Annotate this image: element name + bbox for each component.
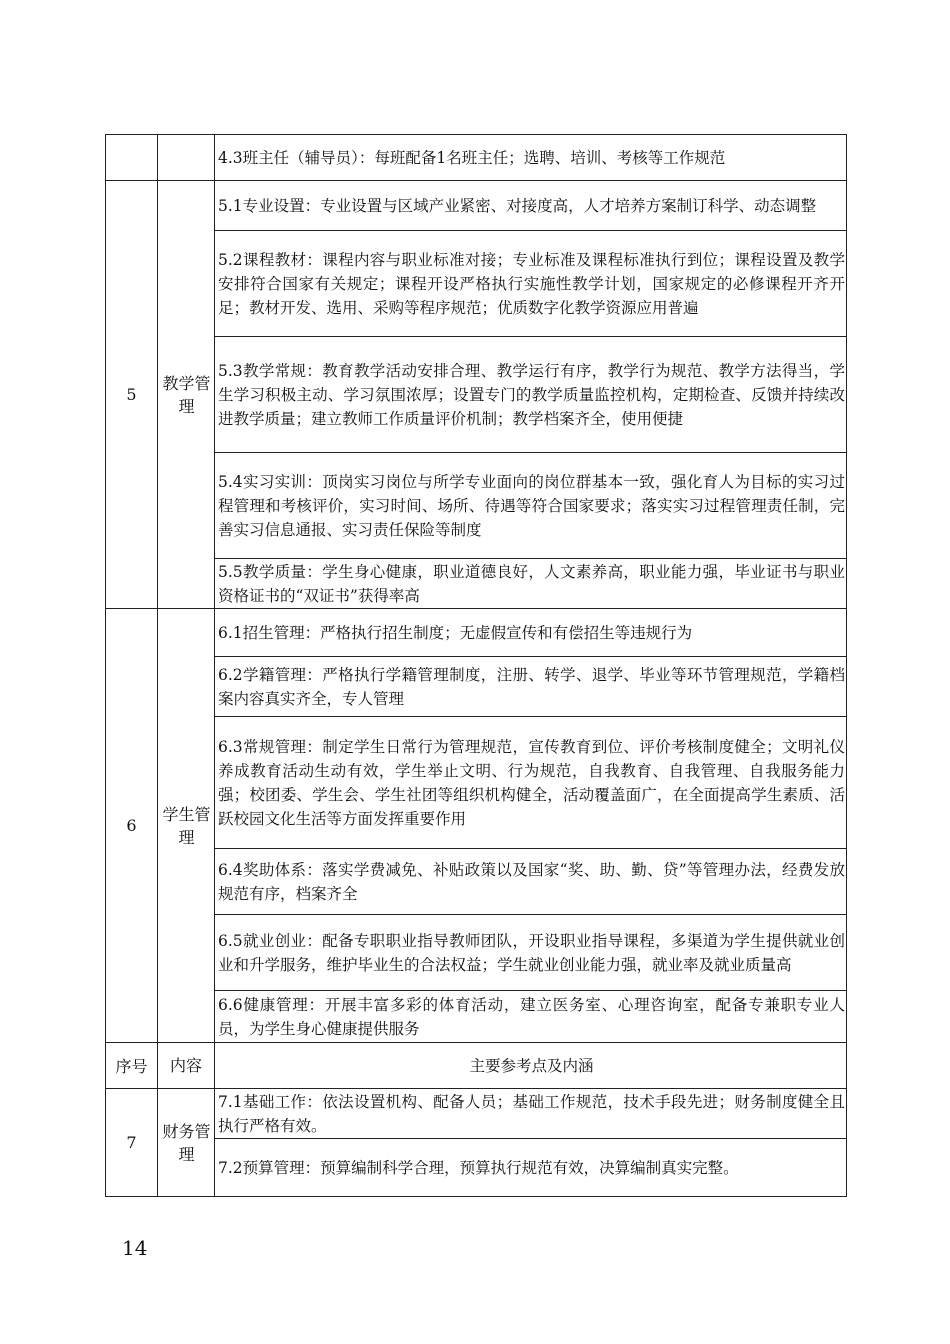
item-5-1: 5.1专业设置：专业设置与区域产业紧密、对接度高，人才培养方案制订科学、动态调整 — [215, 181, 847, 231]
item-6-6: 6.6健康管理：开展丰富多彩的体育活动，建立医务室、心理咨询室，配备专兼职专业人员，为学生身心健康提供服务 — [215, 991, 847, 1043]
page-number: 14 — [122, 1236, 148, 1260]
seq-cell-empty — [106, 135, 158, 181]
item-5-4: 5.4实习实训：顶岗实习岗位与所学专业面向的岗位群基本一致，强化育人为目标的实习过程管理和考核评价，实习时间、场所、待遇等符合国家要求；落实实习过程管理责任制，完善实习信息通报、实习责任保险等制度 — [215, 453, 847, 559]
table-row — [106, 915, 847, 991]
table-row — [106, 609, 847, 657]
header-seq: 序号 — [106, 1043, 158, 1089]
item-5-5: 5.5教学质量：学生身心健康，职业道德良好，人文素养高，职业能力强，毕业证书与职业资格证书的“双证书”获得率高 — [215, 559, 847, 609]
evaluation-table — [105, 134, 847, 1197]
item-6-4: 6.4奖助体系：落实学费减免、补贴政策以及国家“奖、助、勤、贷”等管理办法，经费发放规范有序，档案齐全 — [215, 849, 847, 915]
table-row — [106, 453, 847, 559]
category-cell-empty — [158, 135, 215, 181]
item-4-3: 4.3班主任（辅导员）：每班配备1名班主任；选聘、培训、考核等工作规范 — [215, 135, 847, 181]
item-6-3: 6.3常规管理：制定学生日常行为管理规范，宣传教育到位、评价考核制度健全；文明礼仪养成教育活动生动有效，学生举止文明、行为规范，自我教育、自我管理、自我服务能力强；校团委、学生会、学生社团等组织机构健全，活动覆盖面广，在全面提高学生素质、活跃校园文化生活等方面发挥重要作用 — [215, 717, 847, 849]
category-finance-management: 财务管理 — [158, 1089, 215, 1197]
table-row — [106, 337, 847, 453]
seq-7: 7 — [106, 1089, 158, 1197]
header-content: 内容 — [158, 1043, 215, 1089]
table-header-row — [106, 1043, 847, 1089]
category-student-management: 学生管理 — [158, 609, 215, 1043]
item-6-1: 6.1招生管理：严格执行招生制度；无虚假宣传和有偿招生等违规行为 — [215, 609, 847, 657]
seq-6: 6 — [106, 609, 158, 1043]
item-7-1: 7.1基础工作：依法设置机构、配备人员；基础工作规范，技术手段先进；财务制度健全且执行严格有效。 — [215, 1089, 847, 1139]
table-row — [106, 991, 847, 1043]
table-row — [106, 1139, 847, 1197]
header-points: 主要参考点及内涵 — [215, 1043, 847, 1089]
item-5-3: 5.3教学常规：教育教学活动安排合理、教学运行有序，教学行为规范、教学方法得当，学生学习积极主动、学习氛围浓厚；设置专门的教学质量监控机构，定期检查、反馈并持续改进教学质量；建立教师工作质量评价机制；教学档案齐全，使用便捷 — [215, 337, 847, 453]
item-7-2: 7.2预算管理：预算编制科学合理，预算执行规范有效，决算编制真实完整。 — [215, 1139, 847, 1197]
table-row — [106, 231, 847, 337]
table-row — [106, 849, 847, 915]
item-6-5: 6.5就业创业：配备专职职业指导教师团队，开设职业指导课程，多渠道为学生提供就业创业和升学服务，维护毕业生的合法权益；学生就业创业能力强，就业率及就业质量高 — [215, 915, 847, 991]
table-row — [106, 135, 847, 181]
table-row — [106, 181, 847, 231]
category-teaching-management: 教学管理 — [158, 181, 215, 609]
item-6-2: 6.2学籍管理：严格执行学籍管理制度，注册、转学、退学、毕业等环节管理规范，学籍档案内容真实齐全，专人管理 — [215, 657, 847, 717]
item-5-2: 5.2课程教材：课程内容与职业标准对接；专业标准及课程标准执行到位；课程设置及教学安排符合国家有关规定；课程开设严格执行实施性教学计划，国家规定的必修课程开齐开足；教材开发、选用、采购等程序规范；优质数字化教学资源应用普遍 — [215, 231, 847, 337]
table-row — [106, 559, 847, 609]
table-row — [106, 1089, 847, 1139]
table-row — [106, 657, 847, 717]
seq-5: 5 — [106, 181, 158, 609]
table-row — [106, 717, 847, 849]
